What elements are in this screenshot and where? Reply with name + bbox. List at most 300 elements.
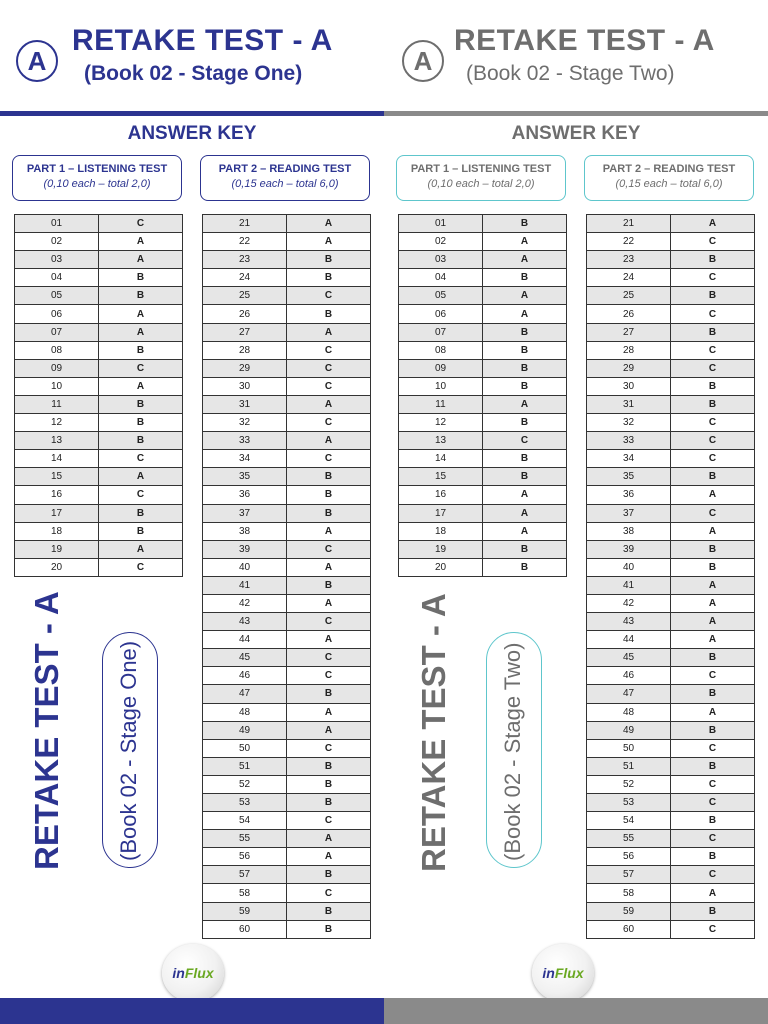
answer-row [587,287,755,305]
answer-row [203,468,371,486]
answer-row [203,685,371,703]
question-number: 37 [203,504,287,522]
answer-letter: B [287,269,371,287]
answer-letter: A [287,233,371,251]
answer-row [587,377,755,395]
question-number: 09 [15,359,99,377]
answer-letter: C [671,667,755,685]
answer-letter: B [671,649,755,667]
answer-row [203,703,371,721]
answer-letter: C [287,613,371,631]
question-number: 06 [15,305,99,323]
answer-letter: B [99,522,183,540]
answer-row [587,576,755,594]
answer-row [399,269,567,287]
answer-letter: B [483,215,567,233]
answer-letter: B [99,341,183,359]
answer-letter: B [483,341,567,359]
question-number: 25 [203,287,287,305]
answer-row [399,233,567,251]
answer-row [587,703,755,721]
listening-answer-table [398,214,567,577]
answer-row [203,812,371,830]
answer-row [15,233,183,251]
answer-row [15,504,183,522]
answer-row [15,359,183,377]
answer-letter: A [99,540,183,558]
answer-letter: B [99,432,183,450]
question-number: 01 [15,215,99,233]
answer-row [203,848,371,866]
answer-letter: A [99,305,183,323]
answer-row [15,450,183,468]
answer-letter: B [671,558,755,576]
part2-box [200,155,370,201]
answer-row [203,884,371,902]
question-number: 11 [15,395,99,413]
question-number: 04 [399,269,483,287]
question-number: 27 [587,323,671,341]
answer-row [399,305,567,323]
answer-letter: B [287,866,371,884]
question-number: 08 [399,341,483,359]
question-number: 57 [203,866,287,884]
answer-row [15,269,183,287]
part1-scoring: (0,10 each – total 2,0) [427,178,535,190]
question-number: 23 [587,251,671,269]
question-number: 54 [203,812,287,830]
question-number: 27 [203,323,287,341]
answer-letter: B [287,757,371,775]
answer-letter: B [483,540,567,558]
answer-letter: A [287,432,371,450]
answer-letter: B [483,450,567,468]
answer-letter: B [99,269,183,287]
answer-row [203,540,371,558]
answer-row [203,522,371,540]
answer-letter: C [287,377,371,395]
question-number: 15 [399,468,483,486]
question-number: 52 [587,775,671,793]
answer-row [587,233,755,251]
question-number: 41 [203,576,287,594]
question-number: 32 [587,414,671,432]
answer-row [587,540,755,558]
answer-row [399,287,567,305]
answer-letter: A [99,377,183,395]
answer-letter: B [287,794,371,812]
answer-letter: C [99,215,183,233]
question-number: 55 [203,830,287,848]
question-number: 43 [203,613,287,631]
question-number: 36 [587,486,671,504]
question-number: 53 [587,794,671,812]
answer-letter: B [483,468,567,486]
answer-row [203,395,371,413]
answer-letter: C [99,450,183,468]
question-number: 33 [587,432,671,450]
question-number: 18 [15,522,99,540]
answer-letter: B [99,414,183,432]
question-number: 44 [587,631,671,649]
question-number: 56 [587,848,671,866]
question-number: 48 [587,703,671,721]
question-number: 37 [587,504,671,522]
answer-letter: A [287,594,371,612]
answer-row [399,558,567,576]
question-number: 54 [587,812,671,830]
question-number: 52 [203,775,287,793]
question-number: 58 [203,884,287,902]
question-number: 19 [15,540,99,558]
answer-letter: B [99,504,183,522]
answer-letter: B [287,251,371,269]
answer-letter: B [287,305,371,323]
answer-row [203,721,371,739]
answer-letter: C [671,866,755,884]
answer-letter: C [287,359,371,377]
answer-row [587,251,755,269]
answer-row [587,848,755,866]
question-number: 40 [203,558,287,576]
answer-row [399,468,567,486]
question-number: 29 [203,359,287,377]
question-number: 31 [587,395,671,413]
question-number: 36 [203,486,287,504]
answer-letter: C [671,775,755,793]
question-number: 14 [399,450,483,468]
answer-row [15,486,183,504]
question-number: 35 [203,468,287,486]
answer-row [203,359,371,377]
reading-answer-table [202,214,371,939]
answer-letter: C [287,540,371,558]
answer-letter: B [671,721,755,739]
answer-row [399,486,567,504]
answer-letter: C [671,432,755,450]
question-number: 57 [587,866,671,884]
answer-row [399,377,567,395]
answer-row [587,902,755,920]
answer-row [203,613,371,631]
answer-letter: B [671,287,755,305]
answer-row [587,414,755,432]
logo-text: inFlux [542,965,584,981]
question-number: 55 [587,830,671,848]
influx-logo-icon [162,944,224,1002]
answer-row [15,540,183,558]
answer-row [15,395,183,413]
answer-letter: A [671,631,755,649]
question-number: 28 [587,341,671,359]
answer-row [587,395,755,413]
answer-letter: A [671,884,755,902]
answer-row [587,215,755,233]
answer-row [587,269,755,287]
answer-letter: B [287,902,371,920]
vertical-subtitle-pill [486,632,542,868]
answer-row [587,450,755,468]
question-number: 22 [203,233,287,251]
question-number: 39 [203,540,287,558]
answer-row [203,305,371,323]
answer-letter: C [671,739,755,757]
answer-row [203,323,371,341]
answer-row [15,377,183,395]
answer-letter: C [287,667,371,685]
answer-letter: B [287,775,371,793]
answer-row [15,251,183,269]
question-number: 06 [399,305,483,323]
version-badge: A [402,40,444,82]
part2-scoring: (0,15 each – total 6,0) [231,178,339,190]
answer-letter: A [99,468,183,486]
answer-row [15,305,183,323]
question-number: 35 [587,468,671,486]
part1-box [396,155,566,201]
question-number: 51 [203,757,287,775]
logo-text: inFlux [172,965,214,981]
question-number: 26 [587,305,671,323]
question-number: 21 [587,215,671,233]
answer-letter: C [671,305,755,323]
question-number: 24 [587,269,671,287]
answer-row [203,794,371,812]
answer-row [587,685,755,703]
page-subtitle: (Book 02 - Stage One) [84,62,303,85]
answer-row [203,450,371,468]
question-number: 45 [203,649,287,667]
question-number: 03 [15,251,99,269]
question-number: 38 [203,522,287,540]
answer-row [203,631,371,649]
question-number: 38 [587,522,671,540]
part1-title: PART 1 – LISTENING TEST [26,163,168,175]
part2-scoring: (0,15 each – total 6,0) [615,178,723,190]
answer-letter: C [287,649,371,667]
answer-letter: A [99,233,183,251]
answer-row [203,233,371,251]
answer-row [399,450,567,468]
answer-letter: B [287,920,371,938]
question-number: 21 [203,215,287,233]
answer-letter: C [483,432,567,450]
question-number: 19 [399,540,483,558]
vertical-subtitle: (Book 02 - Stage One) [116,640,141,861]
question-number: 05 [399,287,483,305]
answer-letter: B [287,504,371,522]
answer-row [15,468,183,486]
version-badge: A [16,40,58,82]
question-number: 32 [203,414,287,432]
answer-letter: A [287,830,371,848]
answer-row [15,432,183,450]
answer-row [15,522,183,540]
question-number: 13 [399,432,483,450]
answer-letter: B [287,685,371,703]
answer-row [587,775,755,793]
question-number: 20 [15,558,99,576]
answer-letter: A [483,233,567,251]
answer-letter: B [483,323,567,341]
question-number: 08 [15,341,99,359]
answer-row [203,902,371,920]
answer-key-heading: ANSWER KEY [127,123,257,144]
answer-row [203,377,371,395]
answer-row [587,884,755,902]
answer-letter: A [483,305,567,323]
answer-letter: A [671,215,755,233]
header-divider [384,111,768,116]
answer-letter: A [99,323,183,341]
listening-answer-table [14,214,183,577]
answer-letter: B [287,468,371,486]
question-number: 30 [587,377,671,395]
part2-title: PART 2 – READING TEST [602,163,736,175]
answer-letter: C [671,504,755,522]
influx-logo-icon [532,944,594,1002]
answer-letter: B [671,323,755,341]
question-number: 50 [203,739,287,757]
answer-letter: B [287,486,371,504]
answer-row [15,215,183,233]
answer-letter: A [483,522,567,540]
answer-row [203,667,371,685]
question-number: 34 [587,450,671,468]
answer-row [587,757,755,775]
answer-letter: C [671,359,755,377]
question-number: 31 [203,395,287,413]
question-number: 01 [399,215,483,233]
question-number: 49 [203,721,287,739]
answer-row [587,504,755,522]
answer-letter: A [483,504,567,522]
question-number: 60 [587,920,671,938]
part1-scoring: (0,10 each – total 2,0) [43,178,151,190]
answer-letter: A [287,215,371,233]
question-number: 46 [203,667,287,685]
answer-letter: B [671,757,755,775]
answer-row [587,667,755,685]
answer-letter: B [671,540,755,558]
question-number: 22 [587,233,671,251]
question-number: 49 [587,721,671,739]
answer-letter: A [671,613,755,631]
question-number: 58 [587,884,671,902]
question-number: 46 [587,667,671,685]
answer-row [587,613,755,631]
question-number: 24 [203,269,287,287]
page-subtitle: (Book 02 - Stage Two) [466,62,675,85]
answer-row [203,432,371,450]
answer-letter: C [671,233,755,251]
answer-letter: B [671,377,755,395]
answer-letter: A [671,703,755,721]
answer-row [587,721,755,739]
question-number: 07 [15,323,99,341]
answer-letter: C [287,812,371,830]
question-number: 17 [399,504,483,522]
answer-row [15,341,183,359]
question-number: 12 [399,414,483,432]
question-number: 30 [203,377,287,395]
question-number: 59 [203,902,287,920]
question-number: 10 [399,377,483,395]
answer-letter: B [483,377,567,395]
footer-bar [384,998,768,1024]
answer-row [203,649,371,667]
reading-answer-table [586,214,755,939]
answer-letter: A [671,594,755,612]
question-number: 28 [203,341,287,359]
answer-letter: A [287,848,371,866]
answer-row [203,504,371,522]
question-number: 50 [587,739,671,757]
question-number: 15 [15,468,99,486]
part2-title: PART 2 – READING TEST [218,163,352,175]
answer-row [587,920,755,938]
question-number: 23 [203,251,287,269]
answer-letter: C [287,341,371,359]
answer-row [203,215,371,233]
header-divider [0,111,384,116]
answer-letter: B [671,468,755,486]
answer-row [399,414,567,432]
answer-letter: B [671,251,755,269]
part2-box [584,155,754,201]
answer-letter: C [671,414,755,432]
answer-letter: C [671,341,755,359]
answer-row [399,323,567,341]
question-number: 39 [587,540,671,558]
answer-letter: C [287,450,371,468]
answer-row [399,251,567,269]
question-number: 34 [203,450,287,468]
answer-row [15,323,183,341]
part1-box [12,155,182,201]
answer-letter: B [671,395,755,413]
answer-letter: B [671,685,755,703]
page-title: RETAKE TEST - A [454,24,715,57]
answer-letter: A [287,721,371,739]
question-number: 42 [587,594,671,612]
answer-letter: B [671,902,755,920]
answer-letter: C [99,486,183,504]
answer-letter: C [671,794,755,812]
answer-letter: C [671,269,755,287]
question-number: 47 [203,685,287,703]
question-number: 04 [15,269,99,287]
answer-letter: B [483,269,567,287]
question-number: 14 [15,450,99,468]
question-number: 12 [15,414,99,432]
answer-row [203,576,371,594]
question-number: 10 [15,377,99,395]
answer-letter: A [671,522,755,540]
answer-letter: B [671,848,755,866]
answer-row [587,812,755,830]
answer-letter: C [287,414,371,432]
question-number: 60 [203,920,287,938]
vertical-subtitle-pill [102,632,158,868]
answer-letter: B [671,812,755,830]
answer-row [587,830,755,848]
answer-row [587,866,755,884]
question-number: 18 [399,522,483,540]
answer-row [587,522,755,540]
question-number: 09 [399,359,483,377]
answer-key-heading: ANSWER KEY [511,123,641,144]
